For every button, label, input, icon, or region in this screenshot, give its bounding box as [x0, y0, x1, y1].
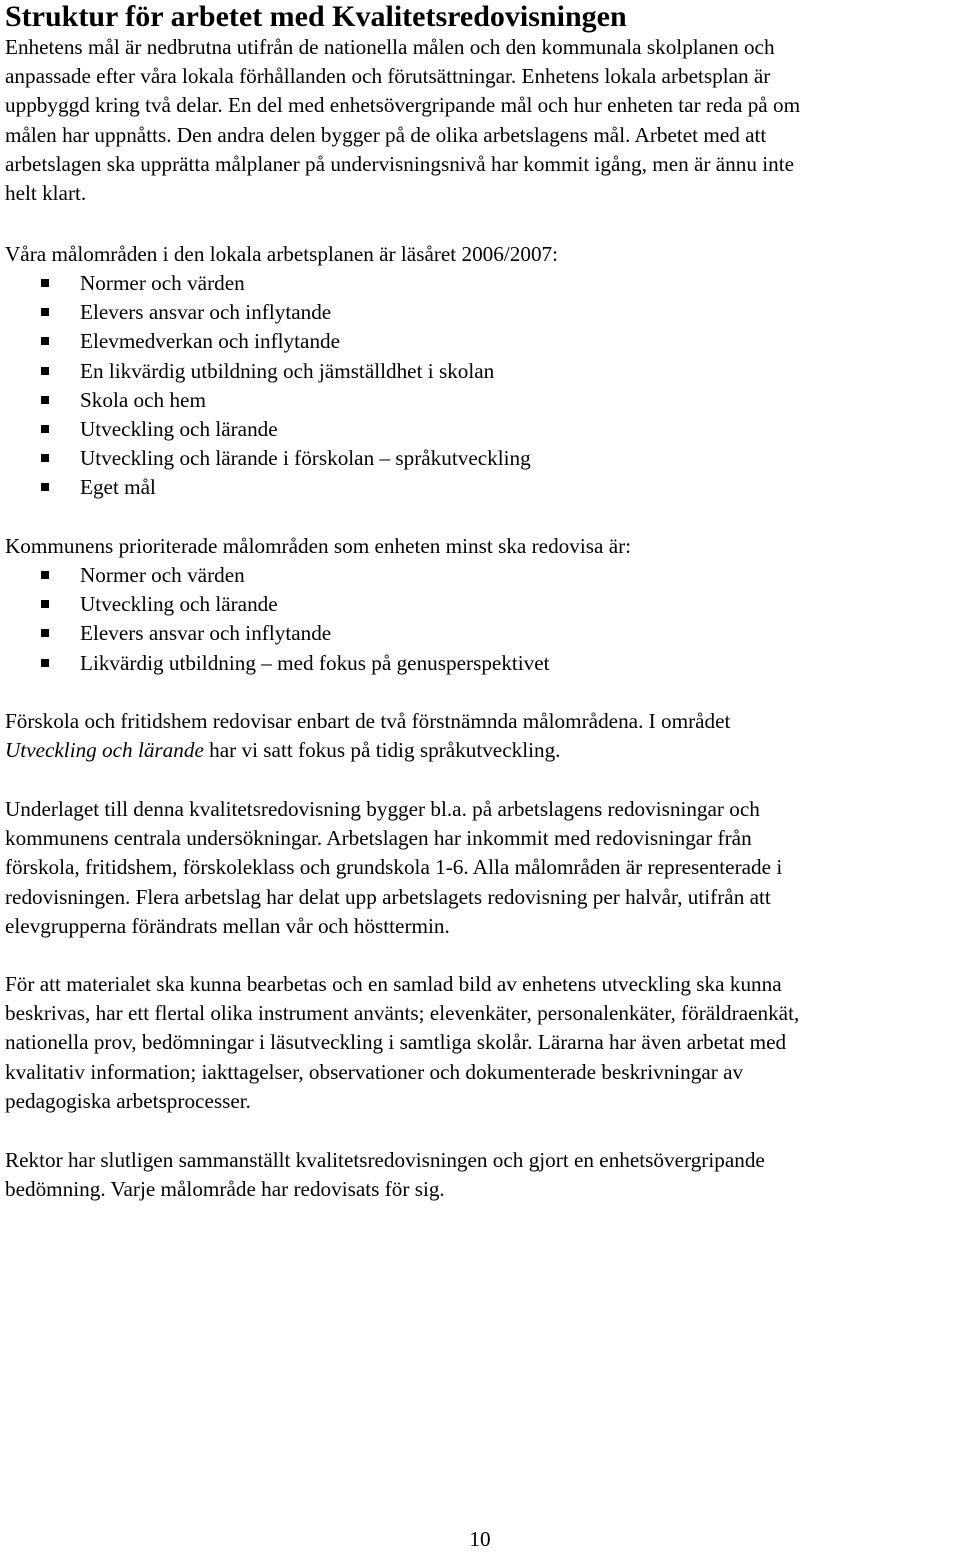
closing-line: bedömning. Varje målområde har redovisats för sig.: [5, 1177, 445, 1202]
preschool-line: [5, 736, 960, 765]
methods-line: pedagogiska arbetsprocesser.: [5, 1088, 251, 1113]
preschool-line-rest: har vi satt fokus på tidig språkutveckling.: [203, 738, 561, 763]
closing-paragraph: [5, 1146, 960, 1204]
closing-line: Rektor har slutligen sammanställt kvalitetsredovisningen och gjort en enhetsövergripande: [5, 1148, 765, 1172]
basis-line: elevgrupperna förändrats mellan vår och hösttermin.: [5, 913, 450, 938]
bullet-square-icon: [41, 279, 49, 287]
bullet-square-icon: [41, 571, 49, 579]
bullet-square-icon: [41, 483, 49, 491]
intro-line: anpassade efter våra lokala förhållanden och förutsättningar. Enhetens lokala arbetsplan är: [5, 64, 771, 89]
methods-line: beskrivas, har ett flertal olika instrument använts; elevenkäter, personalenkäter, föräldraenkät,: [5, 1001, 800, 1026]
local-goals-intro: [5, 240, 960, 269]
bullet-square-icon: [41, 425, 49, 433]
bullet-square-icon: [41, 629, 49, 637]
list-item-text: Skola och hem: [80, 387, 206, 412]
list-item-text: Normer och värden: [80, 563, 245, 587]
intro-line: helt klart.: [5, 181, 87, 206]
basis-line: redovisningen. Flera arbetslag har delat upp arbetslagets redovisning per halvår, utifrån att: [5, 884, 771, 909]
list-item-text: Elevers ansvar och inflytande: [80, 621, 332, 646]
bullet-square-icon: [41, 367, 49, 375]
municipal-goals-intro-text: Kommunens prioriterade målområden som enheten minst ska redovisa är:: [5, 534, 632, 558]
list-item-text: Utveckling och lärande: [80, 416, 278, 441]
methods-paragraph: [5, 970, 960, 1116]
list-item-text: Utveckling och lärande: [80, 592, 278, 617]
bullet-square-icon: [41, 337, 49, 345]
intro-line: Enhetens mål är nedbrutna utifrån de nationella målen och den kommunala skolplanen och: [5, 35, 775, 59]
list-item-text: Eget mål: [80, 475, 156, 500]
list-item-text: Utveckling och lärande i förskolan – språkutveckling: [80, 446, 531, 471]
basis-line: Underlaget till denna kvalitetsredovisning bygger bl.a. på arbetslagens redovisningar och: [5, 797, 760, 821]
methods-line: nationella prov, bedömningar i läsutveckling i samtliga skolår. Lärarna har även arbetat med: [5, 1030, 787, 1055]
basis-line: förskola, fritidshem, förskoleklass och grundskola 1-6. Alla målområden är representerade i: [5, 855, 783, 880]
bullet-square-icon: [41, 454, 49, 462]
list-item-text: Normer och värden: [80, 271, 245, 295]
bullet-square-icon: [41, 396, 49, 404]
preschool-paragraph: [5, 707, 960, 765]
page-heading: Struktur för arbetet med Kvalitetsredovisningen: [5, 0, 627, 33]
list-item-text: Elevmedverkan och inflytande: [80, 329, 341, 354]
page-number: 10: [469, 1527, 491, 1551]
list-item-text: En likvärdig utbildning och jämställdhet i skolan: [80, 358, 495, 383]
basis-paragraph: [5, 795, 960, 941]
intro-paragraph: [5, 33, 960, 208]
italic-term: Utveckling och lärande: [5, 738, 204, 763]
local-goals-intro-text: Våra målområden i den lokala arbetsplanen är läsåret 2006/2007:: [5, 242, 559, 266]
methods-line: kvalitativ information; iakttagelser, observationer och dokumenterade beskrivningar av: [5, 1059, 744, 1084]
intro-line: målen har uppnåtts. Den andra delen bygger på de olika arbetslagens mål. Arbetet med att: [5, 122, 767, 147]
bullet-square-icon: [41, 600, 49, 608]
bullet-square-icon: [41, 308, 49, 316]
list-item-text: Likvärdig utbildning – med fokus på genusperspektivet: [80, 650, 550, 675]
municipal-goals-intro: [5, 532, 960, 561]
bullet-square-icon: [41, 659, 49, 667]
methods-line: För att materialet ska kunna bearbetas och en samlad bild av enhetens utveckling ska kunna: [5, 972, 782, 996]
intro-line: uppbyggd kring två delar. En del med enhetsövergripande mål och hur enheten tar reda på om: [5, 93, 801, 118]
basis-line: kommunens centrala undersökningar. Arbetslagen har inkommit med redovisningar från: [5, 826, 752, 851]
preschool-line: Förskola och fritidshem redovisar enbart de två förstnämnda målområdena. I området: [5, 709, 731, 733]
intro-line: arbetslagen ska upprätta målplaner på undervisningsnivå har kommit igång, men är ännu inte: [5, 151, 794, 176]
list-item-text: Elevers ansvar och inflytande: [80, 300, 332, 325]
